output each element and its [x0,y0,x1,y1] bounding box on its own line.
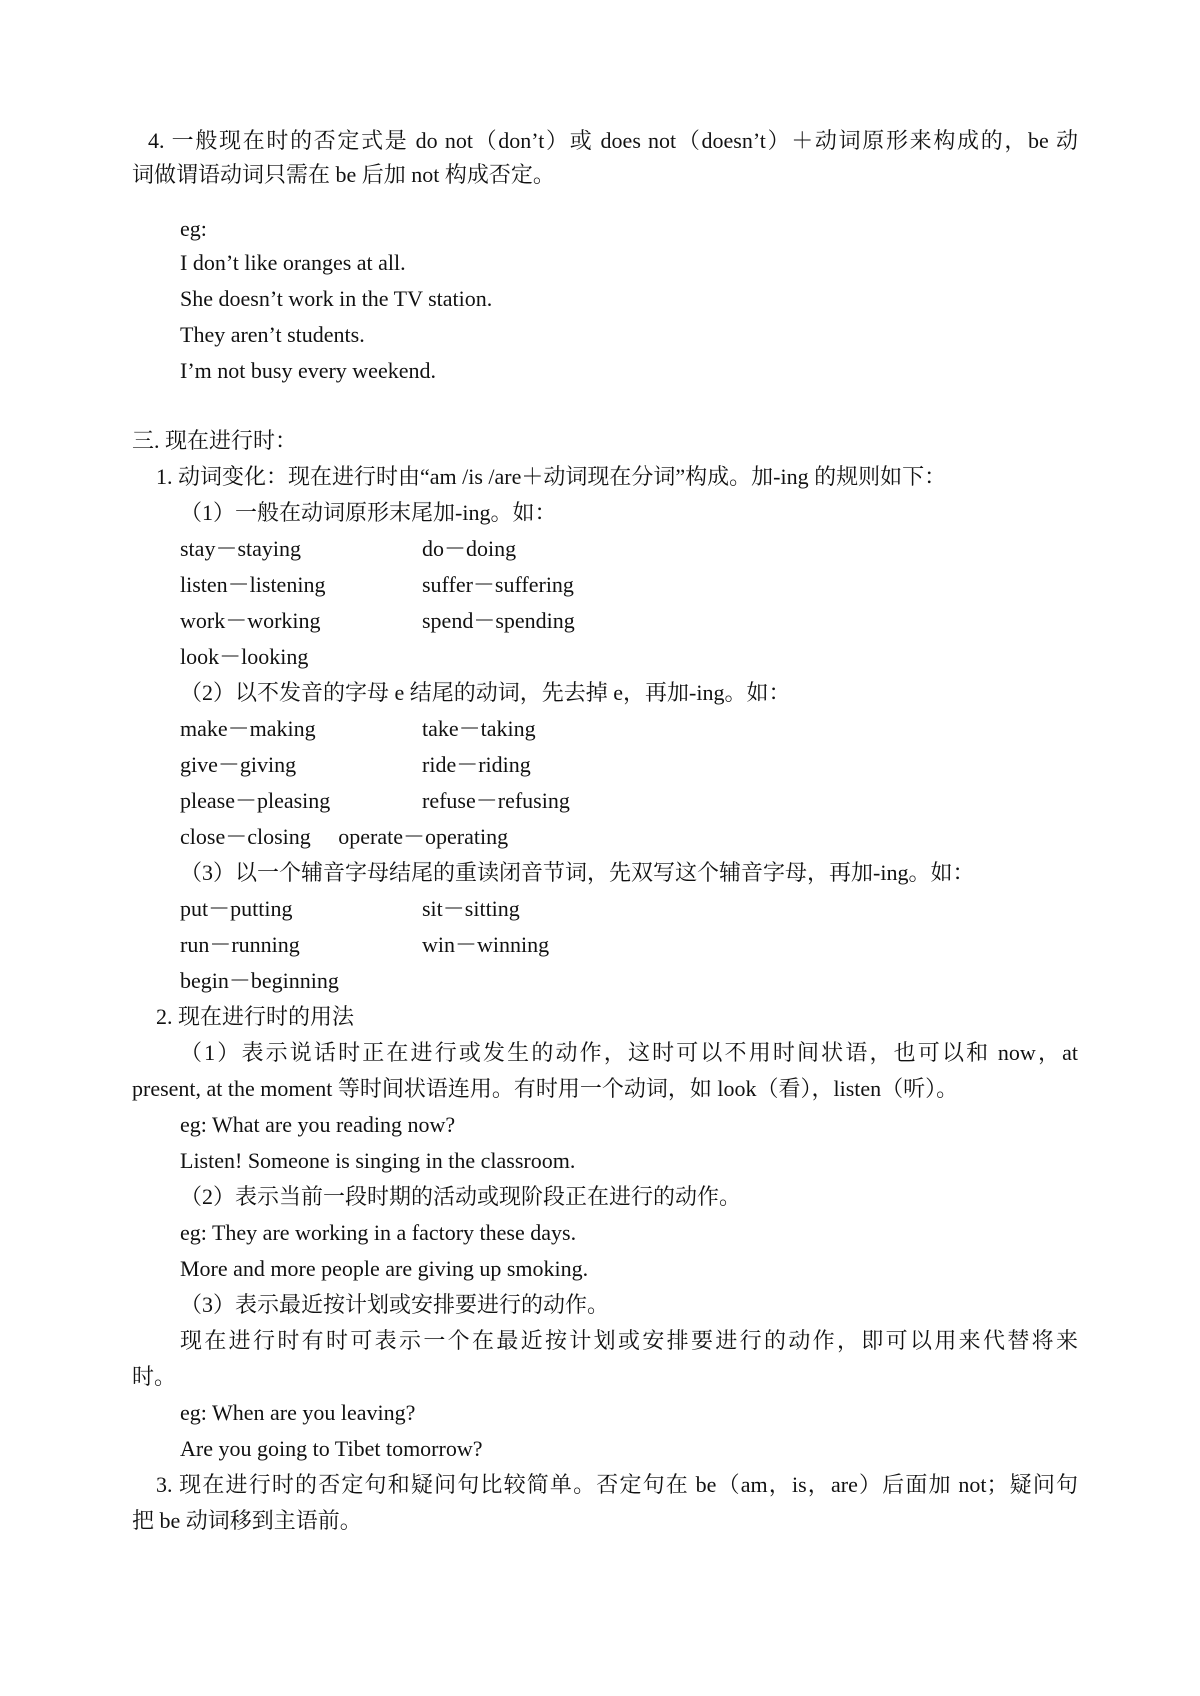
eg-label: eg: [180,216,207,241]
verb-pair-left: put－putting [180,896,293,921]
section4-paragraph-line2: 词做谓语动词只需在 be 后加 not 构成否定。 [132,162,555,187]
example-sentence: She doesn’t work in the TV station. [180,286,493,311]
verb-pair-right: do－doing [422,536,517,561]
usage1-line1: （1）表示说话时正在进行或发生的动作，这时可以不用时间状语，也可以和 now，at [180,1040,1078,1065]
rule1-title: 1. 动词变化：现在进行时由“am /is /are＋动词现在分词”构成。加-ing 的规则如下： [156,464,947,489]
verb-pair-right: sit－sitting [422,896,520,921]
verb-pair-right: win－winning [422,932,550,957]
verb-pair-right: spend－spending [422,608,575,633]
rule3-line2: 把 be 动词移到主语前。 [132,1508,362,1533]
example-sentence: eg: When are you leaving? [180,1400,416,1425]
verb-pair-right: ride－riding [422,752,531,777]
example-sentence: More and more people are giving up smoking. [180,1256,589,1281]
verb-pair-right: take－taking [422,716,536,741]
example-sentence: Are you going to Tibet tomorrow? [180,1436,483,1461]
example-sentence: They aren’t students. [180,322,365,347]
verb-pair-left: listen－listening [180,572,326,597]
verb-pair-left: work－working [180,608,321,633]
verb-pair-left: look－looking [180,644,309,669]
verb-pair-left: stay－staying [180,536,301,561]
section4-paragraph-line1: 4. 一般现在时的否定式是 do not（don’t）或 does not（doesn’t）＋动词原形来构成的，be 动 [148,128,1078,153]
usage3-line2: 时。 [132,1364,177,1389]
example-sentence: I don’t like oranges at all. [180,250,406,275]
verb-pair-left: make－making [180,716,316,741]
sub-rule-title: （3）以一个辅音字母结尾的重读闭音节词，先双写这个辅音字母，再加-ing。如： [180,860,975,885]
usage1-line2: present, at the moment 等时间状语连用。有时用一个动词，如 look（看），listen（听）。 [132,1076,959,1101]
rule3-line1: 3. 现在进行时的否定句和疑问句比较简单。否定句在 be（am，is，are）后面加 not；疑问句 [156,1472,1078,1497]
usage3-title: （3）表示最近按计划或安排要进行的动作。 [180,1292,610,1317]
example-sentence: I’m not busy every weekend. [180,358,436,383]
verb-pair-left: begin－beginning [180,968,339,993]
verb-pair-right: suffer－suffering [422,572,574,597]
example-sentence: eg: What are you reading now? [180,1112,456,1137]
verb-pair-right: refuse－refusing [422,788,570,813]
verb-pair-left: run－running [180,932,300,957]
rule2-title: 2. 现在进行时的用法 [156,1004,355,1029]
sub-rule-title: （2）以不发音的字母 e 结尾的动词，先去掉 e，再加-ing。如： [180,680,791,705]
verb-pair-left: give－giving [180,752,297,777]
verb-pair-left: please－pleasing [180,788,331,813]
sub-rule-title: （1）一般在动词原形末尾加-ing。如： [180,500,557,525]
example-sentence: eg: They are working in a factory these days. [180,1220,577,1245]
example-sentence: Listen! Someone is singing in the classroom. [180,1148,576,1173]
verb-pair-line: close－closing operate－operating [180,824,509,849]
usage2-title: （2）表示当前一段时期的活动或现阶段正在进行的动作。 [180,1184,742,1209]
section-heading: 三. 现在进行时： [132,428,298,453]
usage3-line1: 现在进行时有时可表示一个在最近按计划或安排要进行的动作，即可以用来代替将来 [180,1328,1078,1353]
